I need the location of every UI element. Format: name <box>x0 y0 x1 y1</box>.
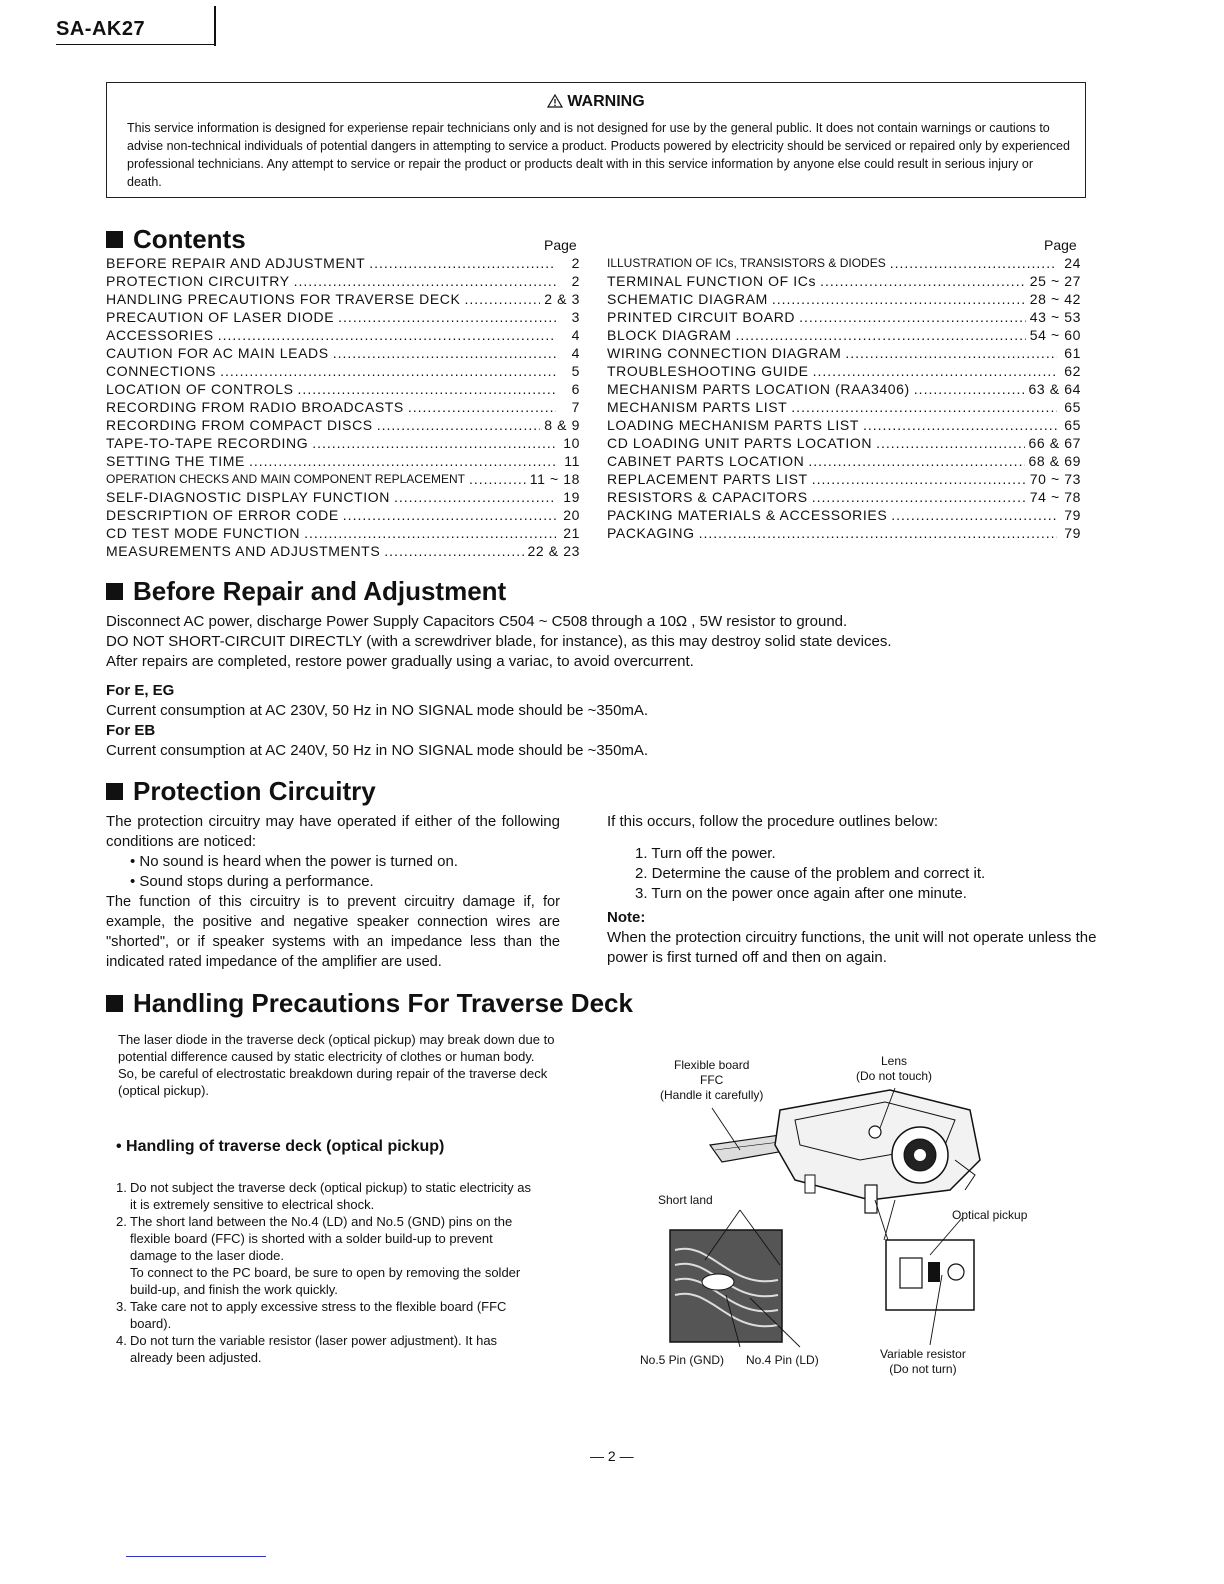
toc-entry-page: 4 <box>571 345 580 361</box>
toc-entry-page: 2 <box>571 255 580 271</box>
protection-note-text: When the protection circuitry functions, the unit will not operate unless the power is first turned off and then on again. <box>607 929 1097 966</box>
toc-entry-page: 21 <box>563 525 580 541</box>
toc-entry <box>106 506 580 524</box>
toc-entry-page: 2 <box>571 273 580 289</box>
toc-entry-page: 11 ~ 18 <box>529 471 580 487</box>
toc-leader-dots <box>369 254 556 272</box>
toc-leader-dots <box>218 326 556 344</box>
before-repair-line2: DO NOT SHORT-CIRCUIT DIRECTLY (with a screwdriver blade, for instance), as this may destroy solid state devices. <box>106 633 892 650</box>
toc-entry-page: 63 & 64 <box>1028 381 1081 397</box>
before-repair-line1: Disconnect AC power, discharge Power Supply Capacitors C504 ~ C508 through a 10Ω , 5W resistor to ground. <box>106 613 848 630</box>
warning-box <box>106 82 1086 198</box>
toc-entry <box>106 272 580 290</box>
toc-entry-label: PACKING MATERIALS & ACCESSORIES <box>607 507 888 523</box>
toc-entry <box>106 362 580 380</box>
toc-entry-label: BEFORE REPAIR AND ADJUSTMENT <box>106 255 366 271</box>
toc-leader-dots <box>812 470 1026 488</box>
toc-entry-label: CONNECTIONS <box>106 363 217 379</box>
toc-entry <box>106 380 580 398</box>
toc-entry-label: MEASUREMENTS AND ADJUSTMENTS <box>106 543 381 559</box>
toc-entry-label: OPERATION CHECKS AND MAIN COMPONENT REPLACEMENT <box>106 472 465 486</box>
toc-entry-label: LOADING MECHANISM PARTS LIST <box>607 417 859 433</box>
toc-entry <box>106 308 580 326</box>
toc-entry <box>106 434 580 452</box>
warning-title <box>107 93 1085 111</box>
toc-entry-label: CD LOADING UNIT PARTS LOCATION <box>607 435 873 451</box>
toc-leader-dots <box>249 452 556 470</box>
label-lens: Lens (Do not touch) <box>856 1054 933 1083</box>
toc-entry <box>607 272 1081 290</box>
handling-step-2-note: To connect to the PC board, be sure to open by removing the solder build-up, and finish the work quickly. <box>130 1265 521 1297</box>
toc-leader-dots <box>343 506 556 524</box>
protection-step-1: 1. Turn off the power. <box>635 845 776 862</box>
toc-entry-label: SCHEMATIC DIAGRAM <box>607 291 768 307</box>
toc-entry-page: 4 <box>571 327 580 343</box>
toc-entry-label: PROTECTION CIRCUITRY <box>106 273 290 289</box>
toc-entry <box>607 488 1081 506</box>
toc-entry <box>106 290 580 308</box>
handling-step-4: 4. Do not turn the variable resistor (laser power adjustment). It has already been adjusted. <box>116 1333 498 1365</box>
warning-triangle-icon <box>547 94 563 108</box>
toc-entry-label: PRECAUTION OF LASER DIODE <box>106 309 335 325</box>
toc-entry-page: 74 ~ 78 <box>1029 489 1081 505</box>
current-consumption <box>106 681 1106 761</box>
toc-leader-dots <box>791 398 1057 416</box>
label-flexible-board: Flexible board FFC (Handle it carefully) <box>660 1058 764 1102</box>
toc-entry-label: CABINET PARTS LOCATION <box>607 453 805 469</box>
toc-entry <box>106 344 580 362</box>
for-e-text: Current consumption at AC 230V, 50 Hz in NO SIGNAL mode should be ~350mA. <box>106 702 649 719</box>
toc-entry-page: 20 <box>563 507 580 523</box>
toc-entry <box>607 470 1081 488</box>
protection-step-2: 2. Determine the cause of the problem and correct it. <box>635 865 986 882</box>
toc-entry-page: 65 <box>1064 417 1081 433</box>
toc-leader-dots <box>333 344 556 362</box>
before-repair-line3: After repairs are completed, restore power gradually using a variac, to avoid overcurrent. <box>106 653 694 670</box>
toc-entry-page: 68 & 69 <box>1028 453 1081 469</box>
toc-entry-page: 24 <box>1064 255 1081 271</box>
toc-leader-dots <box>469 470 526 488</box>
for-e-label: For E, EG <box>106 682 175 699</box>
protection-step-3: 3. Turn on the power once again after one minute. <box>635 885 967 902</box>
section-bullet-icon <box>106 583 123 600</box>
toc-leader-dots <box>812 488 1026 506</box>
toc-entry <box>607 254 1081 272</box>
toc-leader-dots <box>384 542 523 560</box>
toc-leader-dots <box>799 308 1026 326</box>
toc-leader-dots <box>808 452 1024 470</box>
protection-intro: The protection circuitry may have operated if either of the following conditions are noticed: <box>106 813 560 850</box>
footer-rule <box>126 1556 266 1557</box>
toc-entry-page: 70 ~ 73 <box>1029 471 1081 487</box>
toc-entry-label: DESCRIPTION OF ERROR CODE <box>106 507 339 523</box>
toc-entry <box>607 308 1081 326</box>
toc-entry <box>106 398 580 416</box>
toc-leader-dots <box>294 272 556 290</box>
toc-entry-page: 5 <box>571 363 580 379</box>
toc-entry-page: 3 <box>571 309 580 325</box>
toc-entry-label: PACKAGING <box>607 525 695 541</box>
toc-entry-page: 65 <box>1064 399 1081 415</box>
toc-leader-dots <box>736 326 1026 344</box>
toc-leader-dots <box>394 488 556 506</box>
toc-entry <box>607 452 1081 470</box>
handling-steps <box>116 1179 536 1366</box>
toc-entry <box>106 542 580 560</box>
toc-leader-dots <box>377 416 541 434</box>
toc-leader-dots <box>772 290 1026 308</box>
toc-entry <box>106 416 580 434</box>
toc-entry-label: CD TEST MODE FUNCTION <box>106 525 301 541</box>
toc-leader-dots <box>304 524 556 542</box>
toc-entry-page: 79 <box>1064 507 1081 523</box>
toc-leader-dots <box>220 362 556 380</box>
toc-entry-page: 8 & 9 <box>544 417 580 433</box>
before-repair-body <box>106 612 1106 672</box>
toc-entry-label: RESISTORS & CAPACITORS <box>607 489 808 505</box>
toc-entry-label: BLOCK DIAGRAM <box>607 327 732 343</box>
toc-leader-dots <box>876 434 1024 452</box>
toc-entry-label: CAUTION FOR AC MAIN LEADS <box>106 345 329 361</box>
for-eb-label: For EB <box>106 722 156 739</box>
toc-entry <box>607 290 1081 308</box>
protection-note-label: Note: <box>607 909 646 926</box>
page-number: — 2 — <box>590 1448 634 1464</box>
toc-entry-label: LOCATION OF CONTROLS <box>106 381 294 397</box>
handling-intro <box>118 1031 580 1099</box>
toc-leader-dots <box>863 416 1057 434</box>
label-variable-resistor: Variable resistor (Do not turn) <box>880 1347 966 1376</box>
before-repair-title: Before Repair and Adjustment <box>106 576 506 607</box>
toc-entry <box>106 470 580 488</box>
toc-leader-dots <box>914 380 1025 398</box>
toc-entry <box>607 524 1081 542</box>
header-underline <box>56 44 216 45</box>
toc-entry-label: SETTING THE TIME <box>106 453 245 469</box>
handling-step-2: 2. The short land between the No.4 (LD) and No.5 (GND) pins on the flexible board (FFC) is shorted with a solder build-up to prevent damage to the laser diode. <box>116 1214 513 1263</box>
label-pin4: No.4 Pin (LD) <box>746 1353 819 1367</box>
protection-title: Protection Circuitry <box>106 776 376 807</box>
protection-left-column <box>106 812 560 972</box>
contents-page-header-right: Page <box>1044 237 1077 253</box>
header-divider <box>214 6 216 46</box>
toc-entry-label: ILLUSTRATION OF ICs, TRANSISTORS & DIODES <box>607 256 886 270</box>
toc-entry <box>607 326 1081 344</box>
protection-body: The function of this circuitry is to prevent circuitry damage if, for example, the positive and negative speaker connection wires are "shorted", or if speaker systems with an impedance less than the indicated rated impedance of the amplifier are used. <box>106 894 560 970</box>
protection-right-intro: If this occurs, follow the procedure outlines below: <box>607 813 939 830</box>
toc-entry-page: 6 <box>571 381 580 397</box>
toc-entry-page: 7 <box>571 399 580 415</box>
toc-entry-label: SELF-DIAGNOSTIC DISPLAY FUNCTION <box>106 489 390 505</box>
toc-leader-dots <box>890 254 1057 272</box>
toc-entry <box>106 524 580 542</box>
toc-entry-label: HANDLING PRECAUTIONS FOR TRAVERSE DECK <box>106 291 461 307</box>
traverse-deck-figure <box>630 1050 1070 1390</box>
toc-entry <box>607 434 1081 452</box>
model-number: SA-AK27 <box>56 18 146 40</box>
toc-entry <box>607 398 1081 416</box>
section-bullet-icon <box>106 783 123 800</box>
contents-list-left <box>106 254 580 560</box>
toc-leader-dots <box>845 344 1057 362</box>
toc-leader-dots <box>338 308 556 326</box>
toc-leader-dots <box>408 398 556 416</box>
toc-entry <box>607 344 1081 362</box>
label-pin5: No.5 Pin (GND) <box>640 1353 725 1367</box>
toc-entry <box>607 416 1081 434</box>
toc-entry-page: 10 <box>563 435 580 451</box>
toc-leader-dots <box>820 272 1026 290</box>
toc-entry <box>106 452 580 470</box>
toc-entry <box>106 326 580 344</box>
handling-step-1: 1. Do not subject the traverse deck (optical pickup) to static electricity as it is extremely sensitive to electrical shock. <box>116 1180 532 1212</box>
protection-bullet-1: • No sound is heard when the power is turned on. <box>130 853 458 870</box>
handling-subheading: • Handling of traverse deck (optical pickup) <box>116 1138 445 1155</box>
toc-entry-label: TERMINAL FUNCTION OF ICs <box>607 273 817 289</box>
protection-bullet-2: • Sound stops during a performance. <box>130 873 374 890</box>
contents-title: Contents <box>106 224 246 255</box>
toc-entry-label: REPLACEMENT PARTS LIST <box>607 471 808 487</box>
toc-entry-label: PRINTED CIRCUIT BOARD <box>607 309 796 325</box>
handling-intro-2: So, be careful of electrostatic breakdown during repair of the traverse deck (optical pickup). <box>118 1066 548 1098</box>
label-optical-pickup: Optical pickup <box>952 1208 1028 1222</box>
toc-entry-page: 61 <box>1064 345 1081 361</box>
handling-step-3: 3. Take care not to apply excessive stress to the flexible board (FFC board). <box>116 1299 507 1331</box>
section-bullet-icon <box>106 995 123 1012</box>
toc-entry-page: 54 ~ 60 <box>1029 327 1081 343</box>
toc-leader-dots <box>312 434 556 452</box>
protection-right-column <box>607 812 1097 968</box>
handling-intro-1: The laser diode in the traverse deck (optical pickup) may break down due to potential difference caused by static electricity of clothes or human body. <box>118 1032 555 1064</box>
toc-entry-page: 22 & 23 <box>527 543 580 559</box>
toc-entry-label: MECHANISM PARTS LIST <box>607 399 788 415</box>
section-bullet-icon <box>106 231 123 248</box>
toc-entry <box>607 506 1081 524</box>
for-eb-text: Current consumption at AC 240V, 50 Hz in NO SIGNAL mode should be ~350mA. <box>106 742 649 759</box>
toc-entry <box>607 380 1081 398</box>
toc-entry-label: RECORDING FROM RADIO BROADCASTS <box>106 399 404 415</box>
toc-entry-label: RECORDING FROM COMPACT DISCS <box>106 417 373 433</box>
handling-title: Handling Precautions For Traverse Deck <box>106 988 633 1019</box>
label-short-land: Short land <box>658 1193 713 1207</box>
toc-entry-label: MECHANISM PARTS LOCATION (RAA3406) <box>607 381 910 397</box>
toc-entry-label: TROUBLESHOOTING GUIDE <box>607 363 809 379</box>
warning-title-text: WARNING <box>567 93 645 110</box>
toc-leader-dots <box>464 290 540 308</box>
toc-entry-page: 43 ~ 53 <box>1029 309 1081 325</box>
toc-leader-dots <box>813 362 1057 380</box>
toc-leader-dots <box>699 524 1057 542</box>
toc-entry-page: 11 <box>564 453 580 469</box>
toc-entry <box>106 254 580 272</box>
toc-entry <box>607 362 1081 380</box>
toc-leader-dots <box>891 506 1057 524</box>
toc-entry <box>106 488 580 506</box>
toc-entry-page: 2 & 3 <box>544 291 580 307</box>
toc-entry-page: 62 <box>1064 363 1081 379</box>
toc-entry-page: 25 ~ 27 <box>1029 273 1081 289</box>
warning-text: This service information is designed for experiense repair technicians only and is not designed for use by the general public. It does not contain warnings or cautions to advise non-technical individuals of potential dangers in attempting to service a product. Products powered by electricity should be serviced or repaired only by experienced professional technicians. Any attempt to service or repair the product or products dealt with in this service information by anyone else could result in serious injury or death. <box>127 121 1070 189</box>
contents-list-right <box>607 254 1081 542</box>
toc-entry-page: 28 ~ 42 <box>1029 291 1081 307</box>
toc-leader-dots <box>298 380 556 398</box>
toc-entry-page: 19 <box>563 489 580 505</box>
toc-entry-label: ACCESSORIES <box>106 327 214 343</box>
toc-entry-label: WIRING CONNECTION DIAGRAM <box>607 345 842 361</box>
toc-entry-page: 66 & 67 <box>1028 435 1081 451</box>
toc-entry-page: 79 <box>1064 525 1081 541</box>
contents-page-header-left: Page <box>544 237 577 253</box>
toc-entry-label: TAPE-TO-TAPE RECORDING <box>106 435 309 451</box>
